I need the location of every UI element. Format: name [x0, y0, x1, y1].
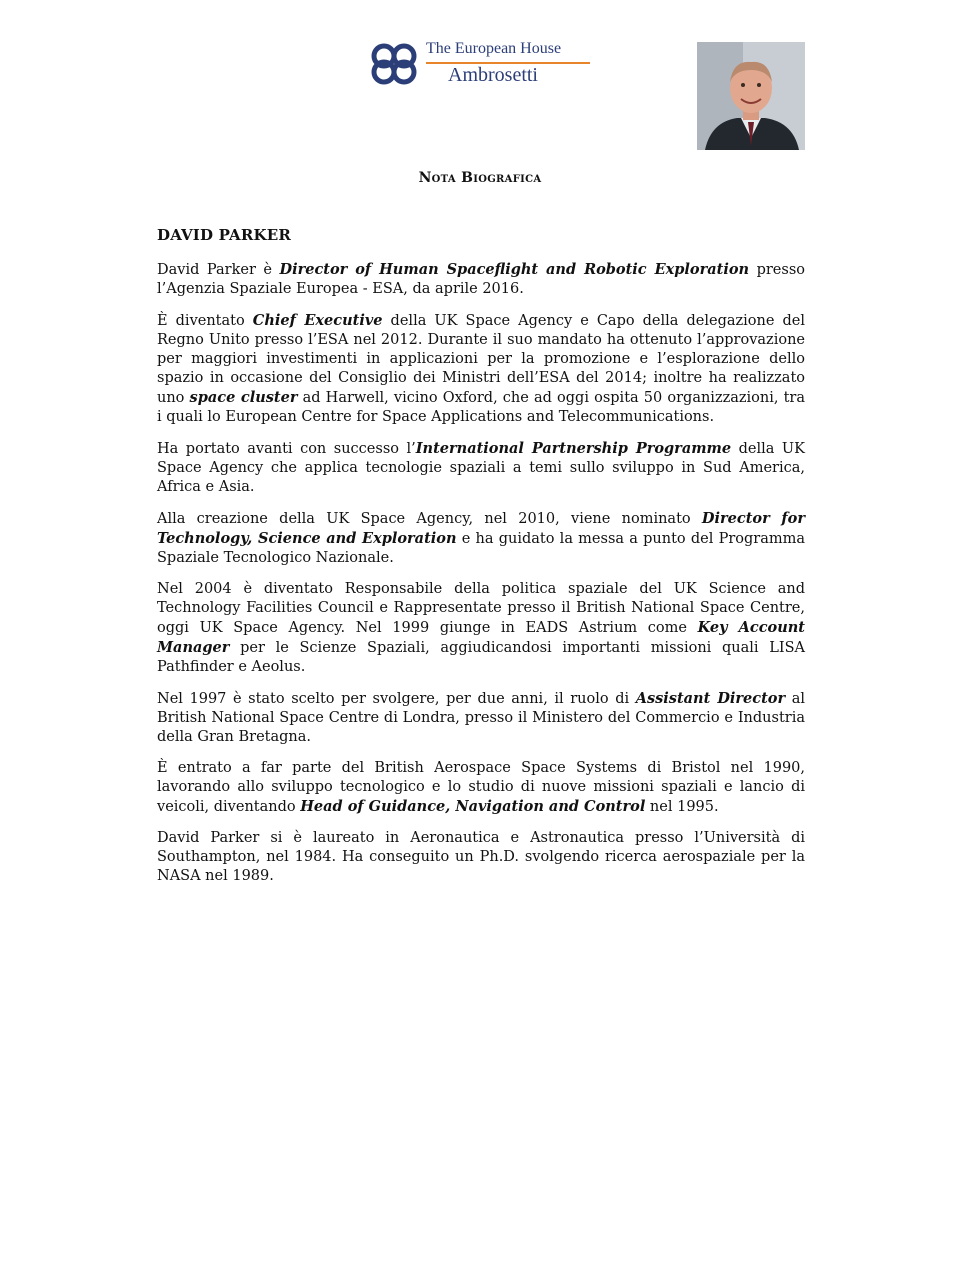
biography-body: [157, 226, 805, 898]
bio-paragraph: [157, 759, 805, 817]
text-span: della UK Space Agency e Capo della delegazione del Regno Unito presso l’ESA nel 2012. Durante il suo mandato ha ottenuto l’approvazione per maggiori investimenti in applicazioni per la promozione e l’esplorazione dello spazio in occasione del Consiglio dei Ministri dell’ESA del 2014; inoltre ha realizzato uno: [157, 313, 805, 406]
role-title: Director for Technology, Science and Exploration: [157, 510, 805, 547]
company-logo: [370, 40, 600, 90]
ambrosetti-logo-icon: [370, 42, 422, 86]
text-span: per le Scienze Spaziali, aggiudicandosi importanti missioni quali LISA Pathfinder e Aeolus.: [157, 640, 805, 675]
bio-paragraph: [157, 260, 805, 299]
bio-paragraph: [157, 689, 805, 747]
bio-paragraph: [157, 829, 805, 886]
text-span: Nel 2004 è diventato Responsabile della politica spaziale del UK Science and Technology Facilities Council e Rappresentate presso il British National Space Centre, oggi UK Space Agency. Nel 1999 giunge in EADS Astrium come: [157, 581, 805, 636]
portrait-photo: [697, 42, 805, 150]
bio-paragraph: [157, 311, 805, 427]
portrait-image: [697, 42, 805, 150]
document-header: [0, 0, 960, 170]
role-title: Head of Guidance, Navigation and Control: [300, 798, 646, 815]
bio-paragraph: [157, 509, 805, 568]
text-span: e ha guidato la messa a punto del Programma Spaziale Tecnologico Nazionale.: [157, 531, 805, 566]
text-span: David Parker è: [157, 262, 280, 278]
role-title: Director of Human Spaceflight and Robotic Exploration: [279, 261, 750, 278]
text-span: Nel 1997 è stato scelto per svolgere, per due anni, il ruolo di: [157, 691, 636, 707]
text-span: della UK Space Agency che applica tecnologie spaziali a temi sullo sviluppo in Sud America, Africa e Asia.: [157, 441, 805, 495]
person-name: DAVID PARKER: [157, 226, 292, 244]
text-span: presso l’Agenzia Spaziale Europea - ESA, da aprile 2016.: [157, 262, 805, 297]
text-span: Ha portato avanti con successo l’: [157, 441, 416, 457]
role-title: Assistant Director: [635, 690, 786, 707]
text-span: al British National Space Centre di Londra, presso il Ministero del Commercio e Industria della Gran Bretagna.: [157, 691, 805, 745]
programme-name: International Partnership Programme: [415, 440, 732, 457]
text-span: È diventato: [157, 313, 253, 329]
role-title: Chief Executive: [252, 312, 383, 329]
text-span: David Parker si è laureato in Aeronautica e Astronautica presso l’Università di Southampton, nel 1984. Ha conseguito un Ph.D. svolgendo ricerca aerospaziale per la NASA nel 1989.: [157, 830, 805, 884]
emphasis-term: space cluster: [189, 389, 298, 406]
text-span: ad Harwell, vicino Oxford, che ad oggi ospita 50 organizzazioni, tra i quali lo European Centre for Space Applications and Telecommunications.: [157, 390, 805, 425]
role-title: Key Account Manager: [157, 619, 805, 656]
document-title: Nota Biografica: [418, 170, 542, 186]
bio-paragraph: [157, 580, 805, 677]
text-span: nel 1995.: [645, 799, 719, 815]
logo-text-line1: The European House: [426, 40, 562, 57]
text-span: È entrato a far parte del British Aerospace Space Systems di Bristol nel 1990, lavorando allo sviluppo tecnologico e lo studio di nuove missioni spaziali e lancio di veicoli, diventando: [157, 760, 805, 815]
bio-paragraph: [157, 439, 805, 497]
text-span: Alla creazione della UK Space Agency, nel 2010, viene nominato: [157, 511, 702, 527]
logo-text-line2: Ambrosetti: [448, 64, 538, 86]
